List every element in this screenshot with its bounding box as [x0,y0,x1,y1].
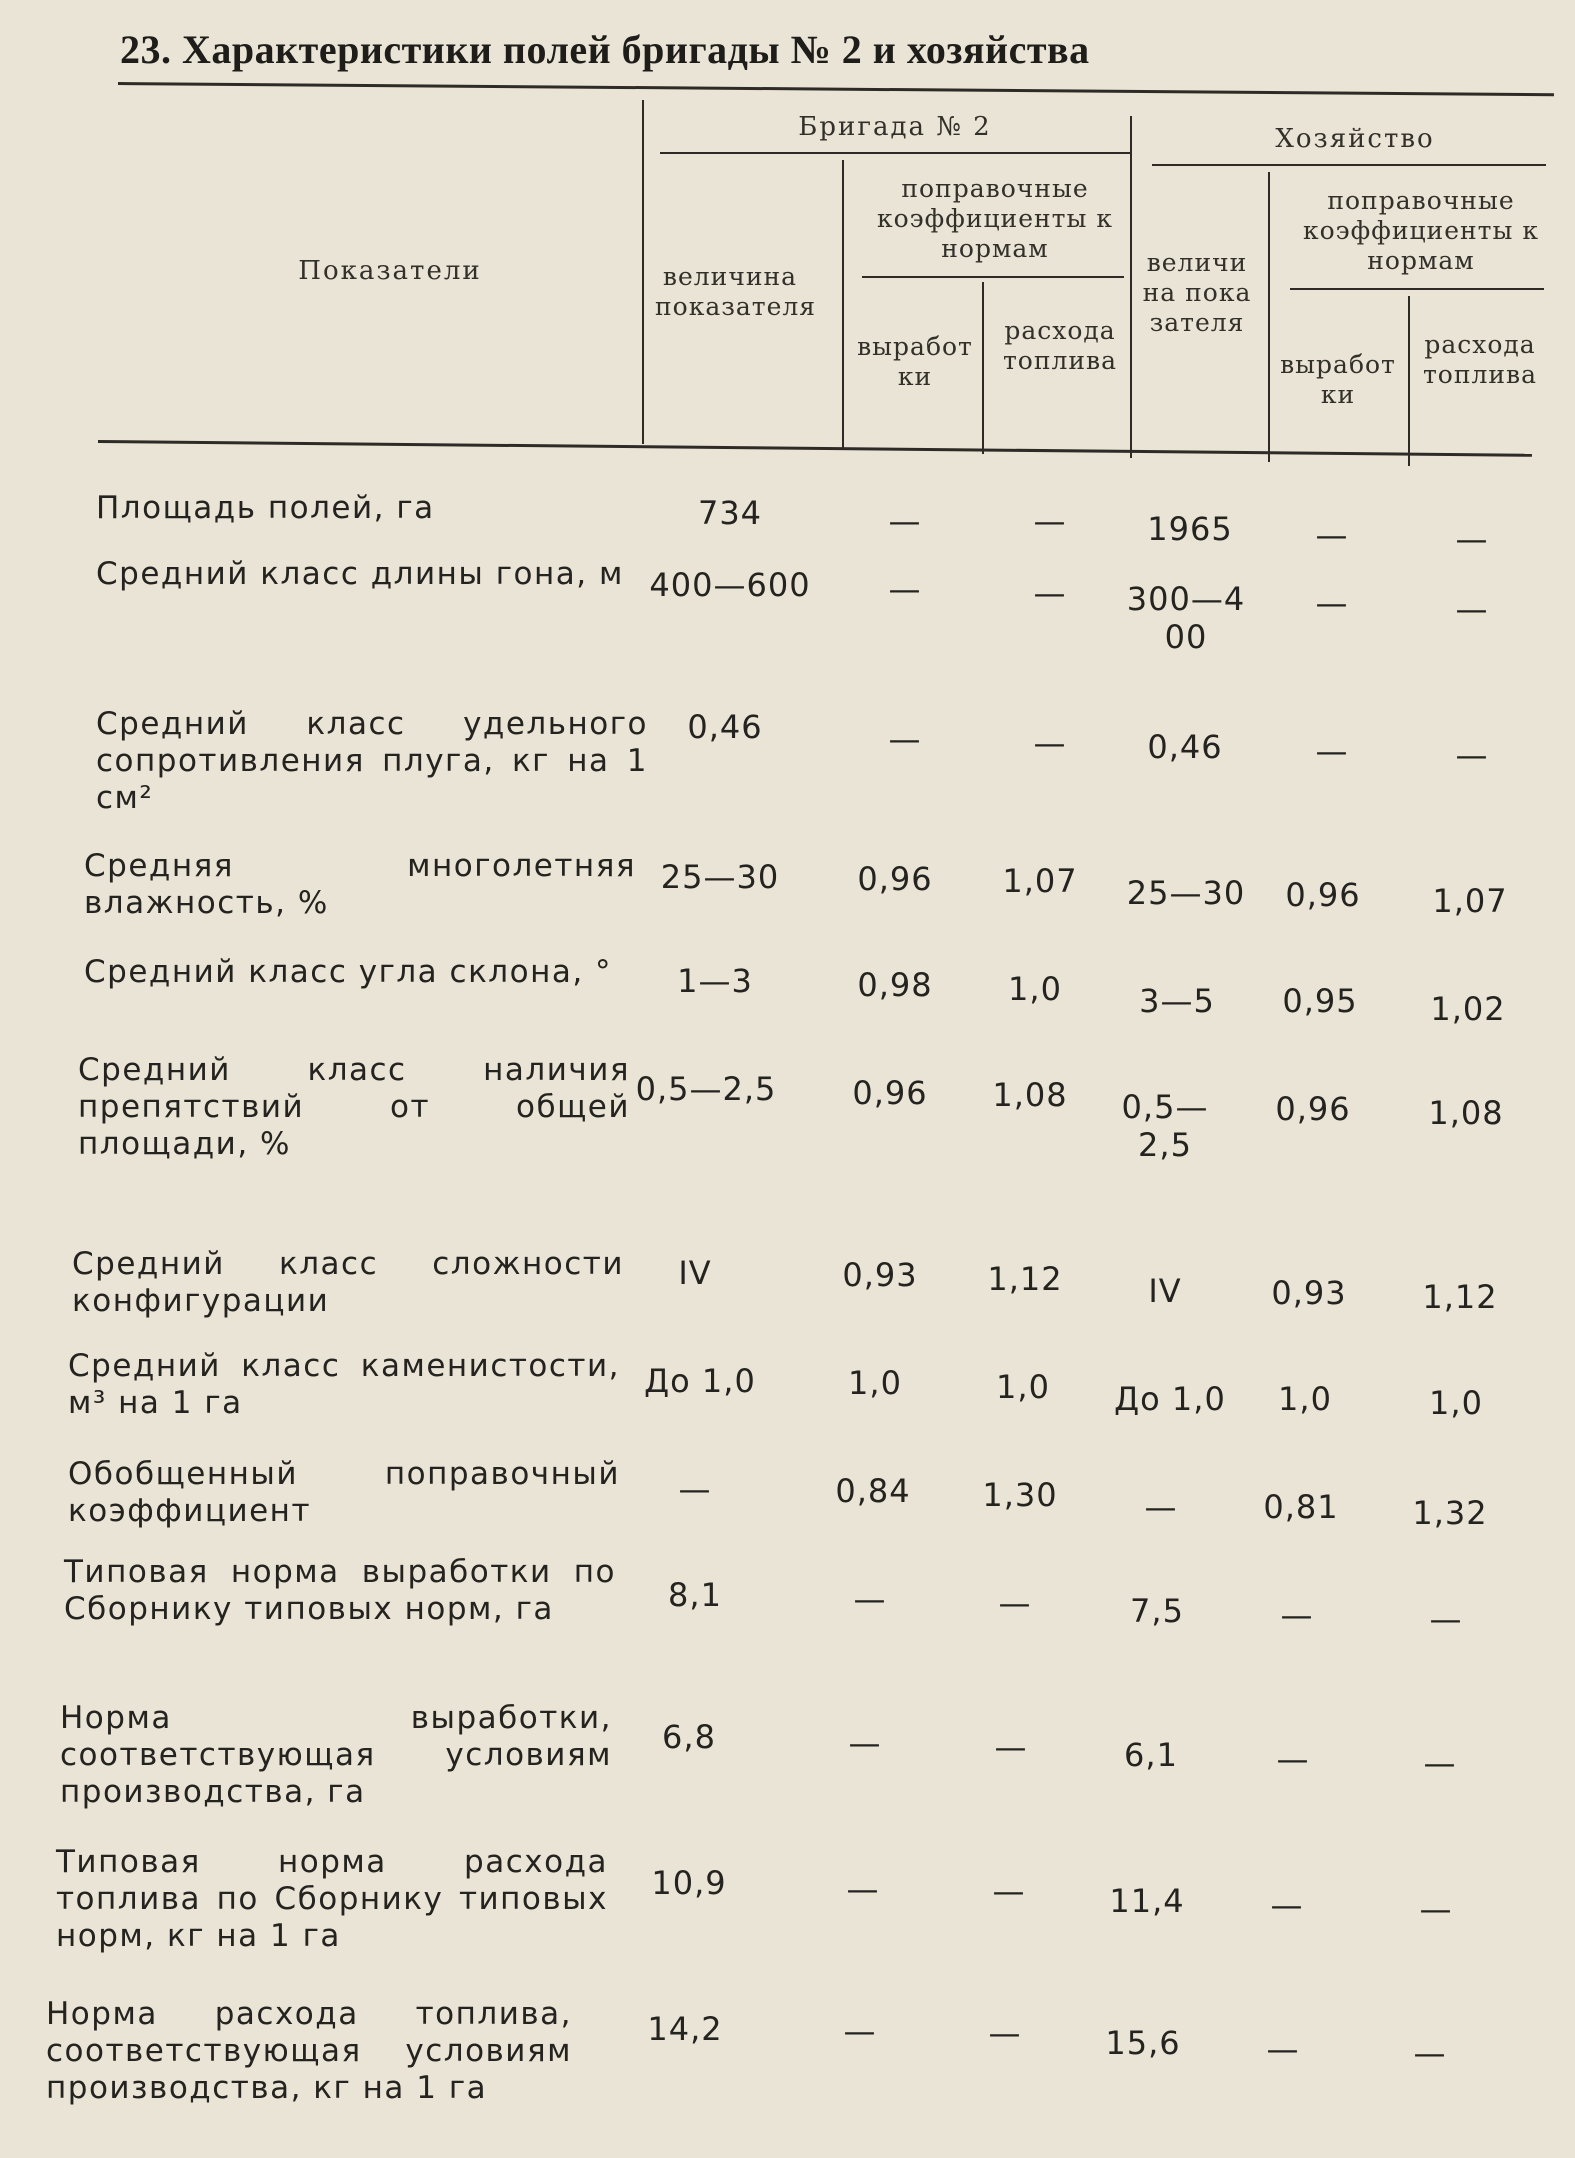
farm-value: 0,5—2,5 [1121,1088,1209,1164]
farm-fuel-coef: 1,08 [1428,1094,1504,1132]
brigade-fuel-coef: 1,30 [982,1476,1058,1514]
farm-fuel-coef: 1,32 [1412,1494,1488,1532]
brigade-fuel-coef: 1,0 [996,1368,1050,1406]
brigade-fuel-coef: — [994,1728,1028,1766]
header-farm: Хозяйство [1275,124,1435,154]
farm-fuel-coef: 1,07 [1432,882,1508,920]
farm-value: До 1,0 [1114,1380,1226,1418]
vrule-1 [642,100,644,444]
farm-output-coef: — [1266,2030,1300,2068]
brigade-output-coef: — [846,1870,880,1908]
farm-output-coef: — [1280,1596,1314,1634]
farm-fuel-coef: 1,12 [1422,1278,1498,1316]
farm-output-coef: 0,96 [1285,876,1361,914]
vrule-3 [982,282,984,454]
farm-output-coef: — [1315,584,1349,622]
brigade-value: До 1,0 [644,1362,756,1400]
farm-output-coef: — [1315,732,1349,770]
brigade-output-coef: — [888,570,922,608]
farm-fuel-coef: — [1455,590,1489,628]
brigade-fuel-coef: 1,07 [1002,862,1078,900]
farm-output-coef: 0,95 [1282,982,1358,1020]
row-label: Средняя многолетняя влажность, % [84,848,636,921]
brigade-output-coef: 0,96 [852,1074,928,1112]
brigade-fuel-coef: — [992,1872,1026,1910]
farm-output-coef: 1,0 [1278,1380,1332,1418]
row-label: Норма расхода топлива, соответствующая условиям производства, кг на 1 га [46,1996,572,2106]
farm-value: 300—400 [1126,580,1246,656]
farm-output-coef: — [1270,1886,1304,1924]
brigade-output-coef: — [848,1724,882,1762]
header-brigade-fuel: расхода топлива [1002,316,1118,375]
brigade-value: 6,8 [662,1718,716,1756]
header-farm-output: выработки [1280,350,1396,409]
row-label: Площадь полей, га [96,490,435,526]
top-rule [118,82,1554,96]
header-brigade-coef: поправочные коэффициенты к нормам [877,174,1113,263]
brigade-fuel-coef: — [1033,502,1067,540]
vrule-4 [1130,116,1132,458]
brigade-value: — [678,1470,712,1508]
row-label: Средний класс длины гона, м [96,556,624,592]
brigade-value: 0,46 [687,708,763,746]
farm-group-rule [1152,164,1546,166]
brigade-value: 400—600 [649,566,811,604]
brigade-output-coef: 1,0 [848,1364,902,1402]
farm-value: IV [1148,1272,1182,1310]
header-indicators: Показатели [298,256,482,286]
row-label: Средний класс угла склона, ° [84,954,613,990]
farm-fuel-coef: 1,0 [1429,1384,1483,1422]
brigade-group-rule [660,152,1130,154]
brigade-fuel-coef: 1,12 [987,1260,1063,1298]
brigade-fuel-coef: — [1033,724,1067,762]
row-label: Норма выработки, соответствующая условиям производства, га [60,1700,612,1810]
row-label: Средний класс каменистости, м³ на 1 га [68,1348,620,1421]
vrule-2 [842,160,844,450]
header-farm-fuel: расхода топлива [1422,330,1538,389]
header-bottom-rule [98,440,1532,457]
vrule-5 [1268,172,1270,462]
brigade-value: 734 [697,494,763,532]
brigade-value: 1—3 [677,962,753,1000]
brigade-output-coef: — [888,502,922,540]
brigade-fuel-coef: — [998,1584,1032,1622]
brigade-value: 25—30 [660,858,780,896]
farm-value: 15,6 [1105,2024,1181,2062]
farm-output-coef: — [1315,516,1349,554]
farm-fuel-coef: — [1413,2034,1447,2072]
brigade-output-coef: 0,96 [857,860,933,898]
brigade-value: 0,5—2,5 [635,1070,777,1108]
header-brigade-value: величина показателя [655,262,817,321]
farm-value: 3—5 [1139,982,1215,1020]
brigade-output-coef: 0,98 [857,966,933,1004]
farm-value: — [1144,1488,1178,1526]
brigade-value: IV [678,1254,712,1292]
brigade-value: 14,2 [647,2010,723,2048]
farm-fuel-coef: — [1419,1890,1453,1928]
header-farm-value: величина показателя [1142,248,1252,337]
farm-fuel-coef: — [1455,520,1489,558]
farm-fuel-coef: — [1429,1600,1463,1638]
row-label: Средний класс наличия препятствий от общей площади, % [78,1052,630,1162]
brigade-output-coef: 0,93 [842,1256,918,1294]
farm-value: 6,1 [1124,1736,1178,1774]
farm-coef-rule [1290,288,1544,290]
farm-value: 25—30 [1126,874,1246,912]
brigade-value: 10,9 [651,1864,727,1902]
brigade-fuel-coef: 1,08 [992,1076,1068,1114]
farm-value: 7,5 [1130,1592,1184,1630]
farm-fuel-coef: — [1455,736,1489,774]
brigade-output-coef: — [888,720,922,758]
farm-output-coef: 0,93 [1271,1274,1347,1312]
farm-value: 11,4 [1109,1882,1185,1920]
header-brigade: Бригада № 2 [798,112,992,142]
brigade-fuel-coef: 1,0 [1008,970,1062,1008]
brigade-output-coef: — [853,1580,887,1618]
vrule-6 [1408,296,1410,466]
row-label: Типовая норма расхода топлива по Сборнику типовых норм, кг на 1 га [56,1844,608,1954]
header-farm-coef: поправочные коэффициенты к нормам [1303,186,1539,275]
row-label: Обобщенный поправочный коэффициент [68,1456,620,1529]
farm-value: 0,46 [1147,728,1223,766]
farm-value: 1965 [1147,510,1233,548]
brigade-fuel-coef: — [988,2014,1022,2052]
farm-output-coef: 0,96 [1275,1090,1351,1128]
row-label: Средний класс сложности конфигурации [72,1246,624,1319]
header-brigade-output: выработки [857,332,973,391]
farm-fuel-coef: 1,02 [1430,990,1506,1028]
brigade-coef-rule [862,276,1124,278]
row-label: Средний класс удельного сопротивления плуга, кг на 1 см² [96,706,648,816]
table-title: 23. Характеристики полей бригады № 2 и хозяйства [120,27,1090,72]
brigade-value: 8,1 [668,1576,722,1614]
farm-output-coef: — [1276,1740,1310,1778]
row-label: Типовая норма выработки по Сборнику типовых норм, га [64,1554,616,1627]
brigade-output-coef: — [843,2012,877,2050]
brigade-fuel-coef: — [1033,574,1067,612]
brigade-output-coef: 0,84 [835,1472,911,1510]
farm-output-coef: 0,81 [1263,1488,1339,1526]
farm-fuel-coef: — [1423,1744,1457,1782]
